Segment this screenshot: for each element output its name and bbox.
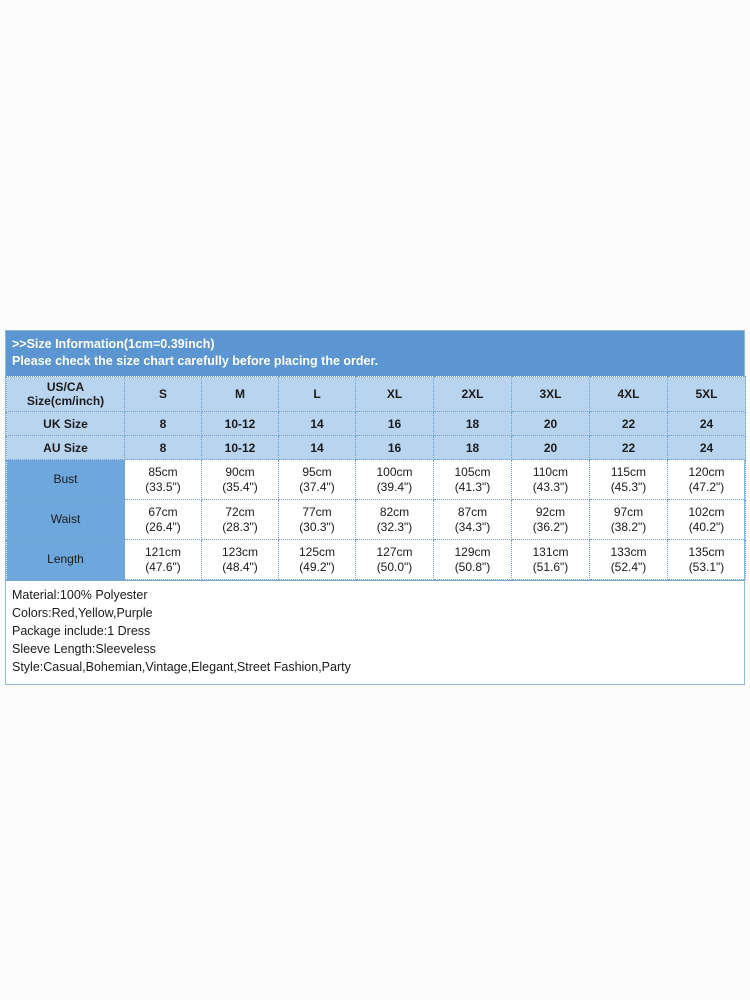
table-row-length — [7, 540, 746, 580]
length-cm: 121cm — [144, 544, 182, 559]
bust-cm: 95cm — [302, 464, 332, 479]
au-size-cell: 14 — [279, 436, 356, 460]
length-cm: 131cm — [532, 544, 569, 559]
bust-inch: (35.4") — [222, 479, 258, 494]
size-chart — [5, 330, 745, 685]
bust-inch: (33.5") — [145, 479, 181, 494]
bust-cell — [434, 460, 512, 500]
size-table — [6, 376, 746, 580]
note-style: Style:Casual,Bohemian,Vintage,Elegant,Street Fashion,Party — [12, 660, 351, 674]
bust-cm: 105cm — [454, 464, 491, 479]
waist-cm: 97cm — [613, 504, 644, 519]
waist-inch: (28.3") — [222, 519, 258, 534]
size-header-cell: 4XL — [590, 377, 668, 412]
bust-inch: (45.3") — [610, 479, 647, 494]
waist-cm: 77cm — [302, 504, 332, 519]
corner-label-line1: US/CA — [46, 380, 85, 394]
note-colors: Colors:Red,Yellow,Purple — [12, 606, 153, 620]
waist-cell — [279, 500, 356, 540]
bust-cell — [125, 460, 202, 500]
length-inch: (49.2") — [299, 559, 335, 574]
table-row-waist — [7, 500, 746, 540]
uk-size-cell: 20 — [512, 412, 590, 436]
length-cm: 133cm — [610, 544, 647, 559]
bust-cm: 115cm — [610, 464, 647, 479]
uk-size-cell: 10-12 — [202, 412, 279, 436]
bust-cell — [668, 460, 746, 500]
banner-line-1: >>Size Information(1cm=0.39inch) — [12, 337, 215, 351]
note-package: Package include:1 Dress — [12, 624, 151, 638]
length-cell — [279, 540, 356, 580]
size-header-cell: 3XL — [512, 377, 590, 412]
table-row-sizes — [7, 377, 746, 412]
waist-cm: 102cm — [688, 504, 725, 519]
length-cell — [202, 540, 279, 580]
au-size-cell: 18 — [434, 436, 512, 460]
uk-size-cell: 16 — [356, 412, 434, 436]
bust-inch: (43.3") — [532, 479, 569, 494]
length-cell — [668, 540, 746, 580]
waist-cell — [590, 500, 668, 540]
length-inch: (48.4") — [222, 559, 258, 574]
waist-cell — [202, 500, 279, 540]
waist-inch: (36.2") — [532, 519, 569, 534]
size-header-cell: M — [202, 377, 279, 412]
waist-inch: (38.2") — [610, 519, 647, 534]
uk-size-cell: 8 — [125, 412, 202, 436]
waist-cell — [356, 500, 434, 540]
waist-cm: 67cm — [148, 504, 178, 519]
waist-cell — [668, 500, 746, 540]
size-header-cell: XL — [356, 377, 434, 412]
length-cm: 127cm — [376, 544, 413, 559]
measure-label-bust: Bust — [7, 460, 125, 500]
uk-size-cell: 24 — [668, 412, 746, 436]
bust-cell — [590, 460, 668, 500]
length-inch: (50.8") — [454, 559, 491, 574]
length-inch: (47.6") — [145, 559, 181, 574]
bust-cell — [356, 460, 434, 500]
au-size-cell: 10-12 — [202, 436, 279, 460]
table-row-au-size — [7, 436, 746, 460]
bust-cell — [279, 460, 356, 500]
product-notes — [6, 580, 744, 684]
size-header-cell: 2XL — [434, 377, 512, 412]
banner-line-2: Please check the size chart carefully before placing the order. — [12, 354, 379, 368]
au-size-cell: 16 — [356, 436, 434, 460]
size-header-cell: S — [125, 377, 202, 412]
bust-cm: 120cm — [688, 464, 725, 479]
length-cm: 125cm — [298, 544, 336, 559]
length-cell — [512, 540, 590, 580]
waist-inch: (40.2") — [688, 519, 725, 534]
length-cm: 123cm — [221, 544, 259, 559]
length-cell — [434, 540, 512, 580]
length-cell — [125, 540, 202, 580]
corner-label-line2: Size(cm/inch) — [26, 394, 105, 408]
bust-cm: 85cm — [148, 464, 178, 479]
size-header-cell: 5XL — [668, 377, 746, 412]
length-cell — [356, 540, 434, 580]
table-row-uk-size — [7, 412, 746, 436]
au-size-cell: 8 — [125, 436, 202, 460]
measure-label-length: Length — [7, 540, 125, 580]
au-size-cell: 22 — [590, 436, 668, 460]
waist-cell — [512, 500, 590, 540]
au-size-label: AU Size — [7, 436, 125, 460]
bust-inch: (37.4") — [299, 479, 335, 494]
au-size-cell: 24 — [668, 436, 746, 460]
bust-cell — [512, 460, 590, 500]
length-inch: (53.1") — [688, 559, 725, 574]
waist-cm: 87cm — [457, 504, 488, 519]
bust-inch: (39.4") — [376, 479, 413, 494]
waist-inch: (30.3") — [299, 519, 335, 534]
waist-cm: 92cm — [535, 504, 566, 519]
uk-size-cell: 14 — [279, 412, 356, 436]
bust-inch: (47.2") — [688, 479, 725, 494]
length-cm: 129cm — [454, 544, 491, 559]
uk-size-label: UK Size — [7, 412, 125, 436]
uk-size-cell: 18 — [434, 412, 512, 436]
length-inch: (52.4") — [610, 559, 647, 574]
length-inch: (51.6") — [532, 559, 569, 574]
au-size-cell: 20 — [512, 436, 590, 460]
note-sleeve-length: Sleeve Length:Sleeveless — [12, 642, 156, 656]
size-info-banner — [6, 331, 744, 376]
waist-inch: (26.4") — [145, 519, 181, 534]
uk-size-cell: 22 — [590, 412, 668, 436]
note-material: Material:100% Polyester — [12, 588, 148, 602]
waist-inch: (34.3") — [454, 519, 491, 534]
bust-cm: 110cm — [532, 464, 569, 479]
length-cm: 135cm — [688, 544, 725, 559]
corner-label — [7, 377, 125, 412]
waist-cm: 82cm — [379, 504, 410, 519]
bust-inch: (41.3") — [454, 479, 491, 494]
waist-inch: (32.3") — [376, 519, 413, 534]
measure-label-waist: Waist — [7, 500, 125, 540]
bust-cm: 100cm — [376, 464, 413, 479]
waist-cell — [434, 500, 512, 540]
size-header-cell: L — [279, 377, 356, 412]
waist-cell — [125, 500, 202, 540]
bust-cm: 90cm — [225, 464, 255, 479]
bust-cell — [202, 460, 279, 500]
table-row-bust — [7, 460, 746, 500]
waist-cm: 72cm — [225, 504, 255, 519]
length-inch: (50.0") — [376, 559, 413, 574]
length-cell — [590, 540, 668, 580]
